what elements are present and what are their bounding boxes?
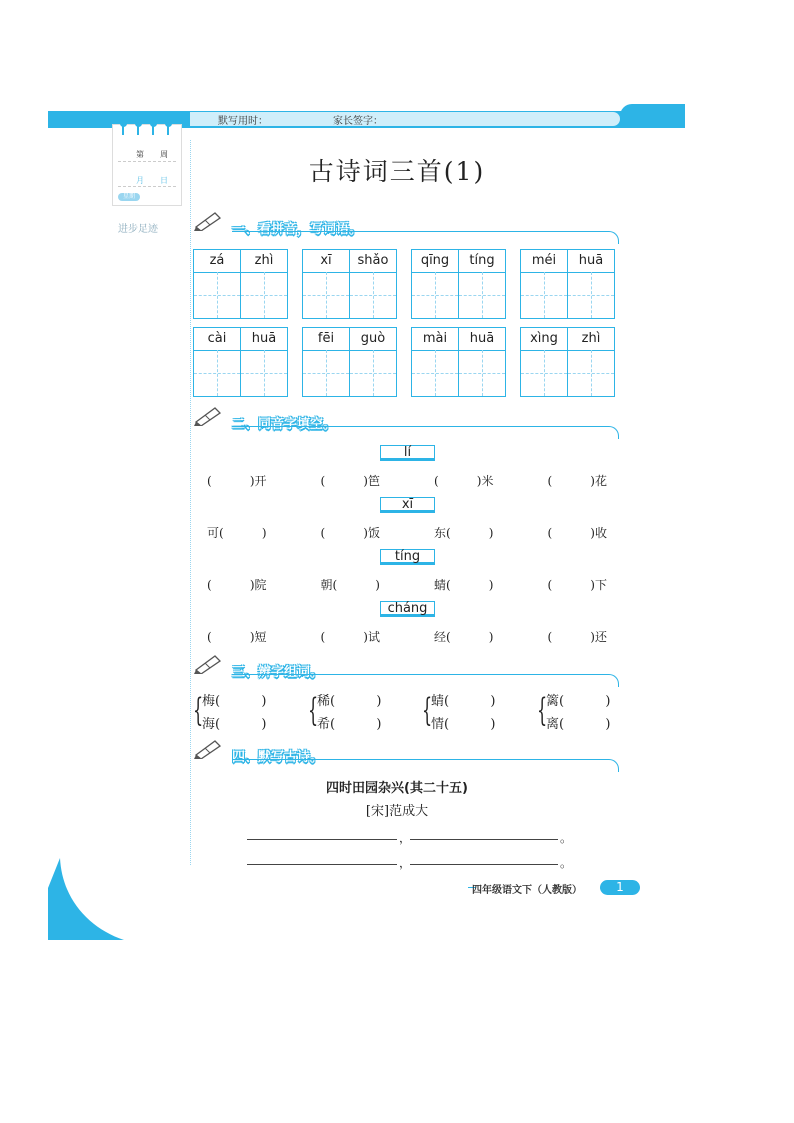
writing-cell[interactable] [194, 272, 240, 318]
calendar-badge: 星期 [118, 193, 140, 201]
poem-title: 四时田园杂兴(其二十五) [326, 781, 468, 796]
pinyin-row [521, 250, 614, 273]
writing-cell[interactable] [240, 272, 287, 318]
writing-cells [412, 272, 505, 318]
calendar-ring-stem [122, 126, 124, 135]
homophone-fill-row [207, 576, 607, 592]
section-2-title: 二、同音字填空。 [232, 417, 337, 432]
calendar-week-suffix: 周 [160, 150, 168, 159]
fill-blank[interactable]: 东( ) [433, 526, 494, 540]
page-title: 古诗词三首(1) [308, 157, 486, 186]
distinguish-item[interactable]: 蜻( ) [431, 694, 496, 709]
calendar-month: 月 [136, 176, 144, 185]
section-4-line [232, 759, 619, 772]
pinyin-syllable: xī [320, 253, 332, 268]
pinyin-syllable: zhì [567, 328, 614, 350]
writing-cell[interactable] [303, 350, 349, 396]
section-3-line [232, 674, 619, 687]
poem-line-2a[interactable] [247, 864, 397, 865]
pinyin-syllable: zá [209, 253, 225, 268]
section-2-line [232, 426, 619, 439]
writing-cell[interactable] [240, 350, 287, 396]
writing-cells [303, 350, 396, 396]
fill-blank[interactable]: 经( ) [433, 630, 494, 644]
writing-cells [194, 350, 287, 396]
fill-blank[interactable]: ( )米 [433, 474, 494, 488]
writing-cell[interactable] [412, 272, 458, 318]
distinguish-item[interactable]: 希( ) [317, 717, 382, 732]
pinyin-word-box [411, 249, 506, 319]
page-number: 1 [600, 880, 640, 895]
distinguish-item[interactable]: 海( ) [202, 717, 267, 732]
homophone-pinyin-box: tíng [380, 549, 435, 565]
writing-cell[interactable] [194, 350, 240, 396]
pinyin-syllable: huā [458, 328, 505, 350]
brace-icon: { [537, 691, 548, 729]
poem-period: 。 [560, 831, 573, 845]
pinyin-syllable: shǎo [349, 250, 396, 272]
left-dotted-line [190, 140, 191, 865]
calendar-ring-stem [137, 126, 139, 135]
pinyin-row [194, 328, 287, 351]
writing-cells [521, 350, 614, 396]
writing-cell[interactable] [349, 272, 396, 318]
distinguish-item[interactable]: 情( ) [431, 717, 496, 732]
fill-blank[interactable]: 朝( ) [320, 578, 380, 592]
writing-cell[interactable] [521, 272, 567, 318]
homophone-fill-row [207, 628, 607, 644]
writing-cell[interactable] [349, 350, 396, 396]
top-bar-pill [620, 104, 685, 128]
parent-sign-label: 家长签字： [333, 116, 383, 127]
section-3-title: 三、辨字组词。 [232, 665, 324, 680]
pinyin-syllable: mài [422, 331, 448, 346]
pinyin-syllable: huā [567, 250, 614, 272]
writing-cells [194, 272, 287, 318]
fill-blank[interactable]: ( )花 [547, 474, 607, 488]
homophone-pinyin-box: xī [380, 497, 435, 513]
corner-decoration [48, 858, 124, 940]
dictation-time-label: 默写用时： [218, 116, 268, 127]
pencil-icon [193, 737, 223, 759]
footer-book: 四年级语文下（人教版） [472, 885, 582, 896]
poem-line-1a[interactable] [247, 839, 397, 840]
poem-period: 。 [560, 856, 573, 870]
distinguish-item[interactable]: 离( ) [546, 717, 611, 732]
side-label: 进步足迹 [118, 224, 158, 235]
writing-cell[interactable] [412, 350, 458, 396]
calendar-day: 日 [160, 176, 168, 185]
pencil-icon [193, 209, 223, 231]
fill-blank[interactable]: ( )笆 [320, 474, 380, 488]
pinyin-syllable: guò [349, 328, 396, 350]
section-4-title: 四、默写古诗。 [232, 750, 324, 765]
pinyin-word-box [520, 327, 615, 397]
calendar-ring-stem [152, 126, 154, 135]
homophone-pinyin-box: cháng [380, 601, 435, 617]
calendar-week-prefix: 第 [136, 150, 144, 159]
pencil-icon [193, 652, 223, 674]
fill-blank[interactable]: 蜻( ) [433, 578, 494, 592]
distinguish-item[interactable]: 稀( ) [317, 694, 382, 709]
section-1-line [232, 231, 619, 244]
poem-line-1b[interactable] [410, 839, 558, 840]
calendar-ring-stem [167, 126, 169, 135]
homophone-pinyin-box: lí [380, 445, 435, 461]
brace-icon: { [193, 691, 204, 729]
pinyin-row [412, 328, 505, 351]
pinyin-syllable: tíng [458, 250, 505, 272]
homophone-fill-row [207, 472, 607, 488]
poem-author: [宋]范成大 [365, 804, 429, 819]
section-1-title: 一、看拼音，写词语。 [232, 222, 363, 237]
fill-blank[interactable]: ( )开 [207, 474, 267, 488]
writing-cells [303, 272, 396, 318]
pinyin-syllable: méi [531, 253, 557, 268]
pinyin-row [303, 250, 396, 273]
pinyin-syllable: zhì [240, 250, 287, 272]
pinyin-row [412, 250, 505, 273]
fill-blank[interactable]: ( )短 [207, 630, 267, 644]
pinyin-word-box [411, 327, 506, 397]
fill-blank[interactable]: ( )院 [207, 578, 267, 592]
pinyin-row [194, 250, 287, 273]
distinguish-item[interactable]: 梅( ) [202, 694, 267, 709]
pinyin-word-box [193, 249, 288, 319]
distinguish-item[interactable]: 篱( ) [546, 694, 611, 709]
pinyin-word-box [520, 249, 615, 319]
pinyin-syllable: xìng [530, 331, 558, 346]
brace-icon: { [422, 691, 433, 729]
poem-comma: ， [399, 831, 412, 845]
writing-cells [412, 350, 505, 396]
fill-blank[interactable]: ( )下 [547, 578, 607, 592]
writing-cell[interactable] [567, 350, 614, 396]
writing-cell[interactable] [458, 272, 505, 318]
pinyin-syllable: huā [240, 328, 287, 350]
pinyin-row [521, 328, 614, 351]
poem-line-2b[interactable] [410, 864, 558, 865]
pinyin-syllable: qīng [420, 253, 450, 268]
pinyin-syllable: fēi [317, 331, 335, 346]
brace-icon: { [308, 691, 319, 729]
pinyin-word-box [193, 327, 288, 397]
writing-cells [521, 272, 614, 318]
pinyin-row [303, 328, 396, 351]
fill-blank[interactable]: ( )收 [547, 526, 607, 540]
poem-comma: ， [399, 856, 412, 870]
fill-blank[interactable]: 可( ) [207, 526, 267, 540]
fill-blank[interactable]: ( )还 [547, 630, 607, 644]
writing-cell[interactable] [567, 272, 614, 318]
pinyin-word-box [302, 327, 397, 397]
fill-blank[interactable]: ( )试 [320, 630, 380, 644]
writing-cell[interactable] [458, 350, 505, 396]
homophone-fill-row [207, 524, 607, 540]
pinyin-syllable: cài [207, 331, 227, 346]
pencil-icon [193, 404, 223, 426]
writing-cell[interactable] [521, 350, 567, 396]
writing-cell[interactable] [303, 272, 349, 318]
fill-blank[interactable]: ( )饭 [320, 526, 380, 540]
pinyin-word-box [302, 249, 397, 319]
